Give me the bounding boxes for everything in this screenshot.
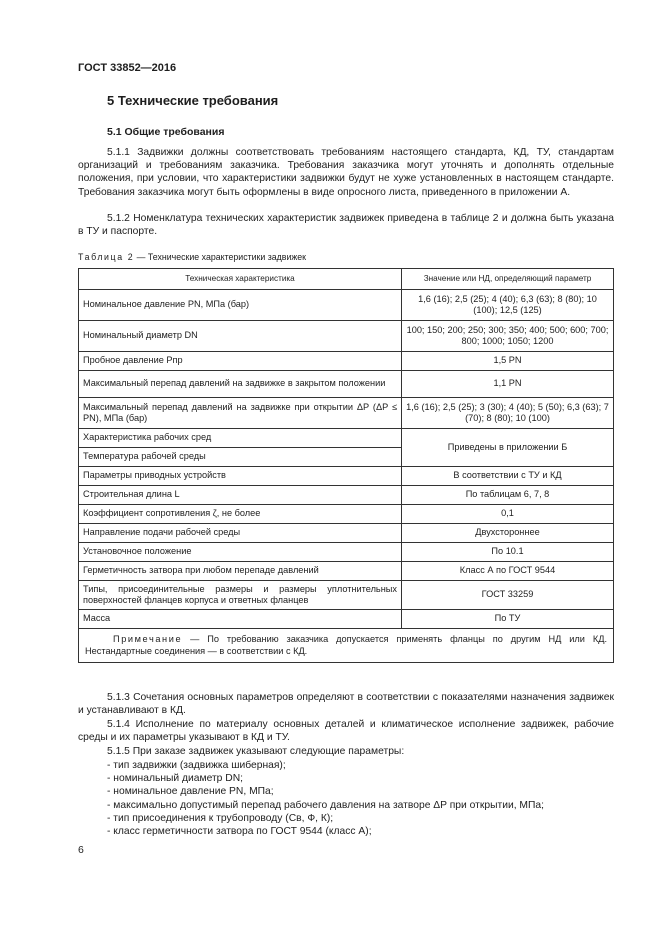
table-row bbox=[79, 352, 614, 371]
table-header-row bbox=[79, 269, 614, 290]
section-title: 5 Технические требования bbox=[107, 93, 279, 108]
paragraph-5-1-4: 5.1.4 Исполнение по материалу основных деталей и климатическое исполнение задвижек, рабочие среды и их параметры указывают в КД и ТУ. bbox=[78, 719, 614, 744]
row-value: По таблицам 6, 7, 8 bbox=[402, 486, 614, 505]
table-row bbox=[79, 543, 614, 562]
table-row bbox=[79, 371, 614, 398]
table-row bbox=[79, 467, 614, 486]
list-item: - номинальное давление PN, МПа; bbox=[107, 786, 274, 798]
row-value: 1,6 (16); 2,5 (25); 3 (30); 4 (40); 5 (50); 6,3 (63); 7 (70); 8 (80); 10 (100) bbox=[402, 398, 614, 429]
paragraph-5-1-5: 5.1.5 При заказе задвижек указывают следующие параметры: bbox=[107, 746, 405, 757]
list-item: - максимально допустимый перепад рабочего давления на затворе ΔP при открытии, МПа; bbox=[107, 799, 544, 811]
subsection-title: 5.1 Общие требования bbox=[107, 126, 225, 138]
row-value: Класс А по ГОСТ 9544 bbox=[402, 562, 614, 581]
table-note-row bbox=[79, 629, 614, 663]
row-value: 1,5 PN bbox=[402, 352, 614, 371]
row-value: 0,1 bbox=[402, 505, 614, 524]
row-name: Типы, присоединительные размеры и размеры уплотнительных поверхностей фланцев корпуса и ответных фланцев bbox=[79, 581, 402, 610]
row-value: По ТУ bbox=[402, 610, 614, 629]
row-name: Установочное положение bbox=[79, 543, 402, 562]
table-row bbox=[79, 610, 614, 629]
column-header-value: Значение или НД, определяющий параметр bbox=[402, 269, 614, 290]
table-row bbox=[79, 398, 614, 429]
table-row bbox=[79, 290, 614, 321]
row-value: 100; 150; 200; 250; 300; 350; 400; 500; 600; 700; 800; 1000; 1050; 1200 bbox=[402, 321, 614, 352]
table-row bbox=[79, 562, 614, 581]
note-label: Примечание bbox=[113, 634, 183, 644]
document-id-header: ГОСТ 33852—2016 bbox=[78, 62, 177, 74]
paragraph-5-1-2: 5.1.2 Номенклатура технических характеристик задвижек приведена в таблице 2 и должна быть указана в ТУ и паспорте. bbox=[78, 213, 614, 238]
row-name: Номинальное давление PN, МПа (бар) bbox=[79, 290, 402, 321]
row-name: Строительная длина L bbox=[79, 486, 402, 505]
row-name: Пробное давление Pпр bbox=[79, 352, 402, 371]
table-row bbox=[79, 505, 614, 524]
row-name: Номинальный диаметр DN bbox=[79, 321, 402, 352]
row-value: Двухстороннее bbox=[402, 524, 614, 543]
row-name: Масса bbox=[79, 610, 402, 629]
table-row bbox=[79, 486, 614, 505]
table-row bbox=[79, 321, 614, 352]
row-value: ГОСТ 33259 bbox=[402, 581, 614, 610]
list-item: - класс герметичности затвора по ГОСТ 9544 (класс А); bbox=[107, 826, 372, 838]
order-parameters-list bbox=[107, 759, 544, 838]
row-value: По 10.1 bbox=[402, 543, 614, 562]
row-name: Максимальный перепад давлений на задвижке при открытии ΔP (ΔP ≤ PN), МПа (бар) bbox=[79, 398, 402, 429]
list-item: - тип присоединения к трубопроводу (Св, Ф, К); bbox=[107, 812, 334, 824]
row-name: Коэффициент сопротивления ζ, не более bbox=[79, 505, 402, 524]
table-note bbox=[79, 629, 614, 663]
row-name: Максимальный перепад давлений на задвижке в закрытом положении bbox=[79, 371, 402, 398]
note-text: — По требованию заказчика допускается применять фланцы по другим НД или КД. Нестандартные соединения — в соответствии с КД. bbox=[85, 634, 607, 656]
row-name: Направление подачи рабочей среды bbox=[79, 524, 402, 543]
row-value: Приведены в приложении Б bbox=[402, 429, 614, 467]
table-caption-label: Таблица 2 bbox=[78, 252, 135, 262]
table-row bbox=[79, 429, 614, 448]
row-name: Параметры приводных устройств bbox=[79, 467, 402, 486]
table-caption-text: — Технические характеристики задвижек bbox=[134, 252, 307, 262]
row-name: Характеристика рабочих сред bbox=[79, 429, 402, 448]
row-name: Герметичность затвора при любом перепаде давлений bbox=[79, 562, 402, 581]
row-value: В соответствии с ТУ и КД bbox=[402, 467, 614, 486]
column-header-characteristic: Техническая характеристика bbox=[79, 269, 402, 290]
list-item: - тип задвижки (задвижка шиберная); bbox=[107, 760, 286, 771]
row-name: Температура рабочей среды bbox=[79, 448, 402, 467]
technical-characteristics-table bbox=[78, 268, 614, 663]
paragraph-5-1-3: 5.1.3 Сочетания основных параметров определяют в соответствии с показателями назначения задвижек и устанавливают в КД. bbox=[78, 692, 614, 717]
list-item: - номинальный диаметр DN; bbox=[107, 773, 244, 785]
row-value: 1,1 PN bbox=[402, 371, 614, 398]
table-row bbox=[79, 581, 614, 610]
page-number: 6 bbox=[78, 844, 84, 856]
table-row bbox=[79, 524, 614, 543]
row-value: 1,6 (16); 2,5 (25); 4 (40); 6,3 (63); 8 (80); 10 (100); 12,5 (125) bbox=[402, 290, 614, 321]
table-caption bbox=[78, 252, 306, 262]
paragraph-5-1-1: 5.1.1 Задвижки должны соответствовать требованиям настоящего стандарта, КД, ТУ, стандартам организаций и требованиям заказчика. Требования заказчика могут уточнять и дополнять отдельные положения, при условии, что характеристики задвижки будут не хуже установленных в настоящем стандарте. Требования заказчика могут быть оформлены в виде опросного листа, приведенного в приложении А. bbox=[78, 147, 614, 198]
